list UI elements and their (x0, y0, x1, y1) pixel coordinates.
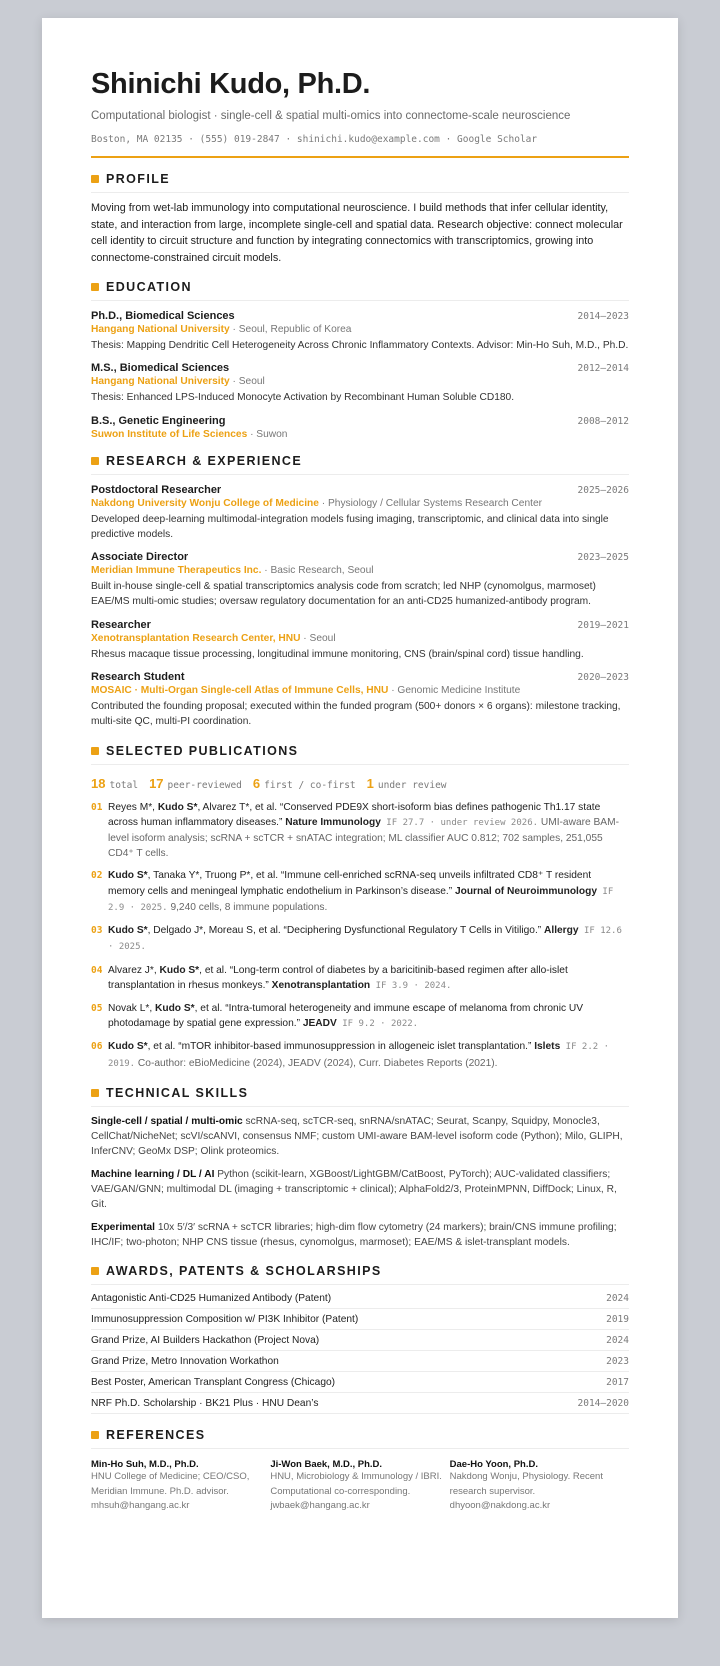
organization-name: Hangang National University (91, 324, 230, 335)
section-square-icon (91, 1089, 99, 1097)
publication-item (91, 800, 629, 862)
section-square-icon (91, 747, 99, 755)
award-name: Best Poster, American Transplant Congress (Chicago) (91, 1377, 336, 1389)
entry-org-line (91, 498, 629, 509)
publication-number: 01 (91, 801, 103, 813)
award-name: Grand Prize, Metro Innovation Workathon (91, 1356, 279, 1368)
reference-name: Dae-Ho Yoon, Ph.D. (449, 1459, 538, 1471)
organization-location: · Basic Research, Seoul (261, 565, 374, 577)
section-title-text: RESEARCH & EXPERIENCE (106, 453, 303, 468)
entry-head (91, 484, 629, 496)
organization-location: · Physiology / Cellular Systems Research Center (318, 497, 543, 509)
section-title-text: PROFILE (106, 172, 170, 186)
profile-text: Moving from wet-lab immunology into computational neuroscience. I build methods that infer cellular identity, state, and interaction from large, incomplete single-cell and spatial data. Research objective: connect molecular cell identity to circuit structure and function by integrating connectomics with transcriptomics, growing into connectome-constrained circuit models. (91, 202, 623, 264)
skill-details: Python (scikit-learn, XGBoost/LightGBM/CatBoost, PyTorch); AUC-validated classifiers; VAE/GAN/GNN; multimodal DL (imaging + transcriptomic + clinical); AlphaFold2/3, ProteinMPNN, DiffDock; Linux, R, Git. (91, 1168, 617, 1211)
award-row (91, 1393, 629, 1414)
organization-name: Hangang National University (91, 376, 230, 388)
self-author: Kudo S* (155, 1002, 195, 1014)
section-title-text: SELECTED PUBLICATIONS (106, 743, 299, 758)
education-list (91, 310, 629, 440)
section-square-icon (91, 175, 99, 183)
publication-citation (108, 963, 629, 994)
section-publications (91, 744, 629, 765)
reference-description: Nakdong Wonju, Physiology. Recent research supervisor. (449, 1471, 603, 1497)
award-row (91, 1330, 629, 1351)
entry-head (91, 671, 629, 683)
entry-title: Researcher (91, 618, 151, 631)
journal-name: Journal of Neuroimmunology (454, 885, 598, 897)
award-year: 2019 (606, 1314, 629, 1326)
experience-entry (91, 484, 629, 543)
entry-org-line (91, 429, 629, 440)
entry-org-line (91, 633, 629, 644)
entry-description: Developed deep-learning multimodal-integration models fusing imaging, transcriptomic, and clinical data into single predictive models. (91, 513, 609, 540)
citation-title: , Delgado J*, Moreau S, et al. “Deciphering Dysfunctional Regulatory T Cells in Vitiligo.” (147, 925, 544, 937)
section-square-icon (91, 457, 99, 465)
entry-title: Postdoctoral Researcher (91, 483, 222, 496)
organization-name: MOSAIC · Multi-Organ Single-cell Atlas of Immune Cells, HNU (91, 685, 389, 697)
stat-under-review: 1 under review (366, 775, 447, 791)
impact-factor: IF 2.2 · 2019. (108, 1042, 610, 1069)
reference-email: dhyoon@nakdong.ac.kr (449, 1500, 551, 1512)
reference-email: jwbaek@hangang.ac.kr (270, 1500, 370, 1512)
award-year: 2017 (606, 1377, 629, 1389)
award-name: NRF Ph.D. Scholarship · BK21 Plus · HNU Dean’s (91, 1398, 319, 1410)
entry-dates: 2008–2012 (577, 415, 629, 427)
impact-factor: IF 9.2 · 2022. (336, 1019, 419, 1030)
section-skills (91, 1086, 629, 1107)
skill-category: Experimental (91, 1221, 155, 1233)
skill-row (91, 1220, 629, 1251)
publication-citation (108, 800, 629, 862)
award-row (91, 1351, 629, 1372)
entry-head (91, 415, 629, 427)
reference-card (270, 1459, 449, 1514)
self-author: Kudo S* (157, 801, 198, 813)
stat-peer-reviewed: 17 peer-reviewed (149, 775, 242, 791)
entry-title: B.S., Genetic Engineering (91, 414, 226, 427)
citation-title: , Alvarez T*, et al. “Conserved PDE9X short-isoform bias defines pathogenic Th1.17 state across human inflammatory diseases.” (108, 801, 601, 828)
award-row (91, 1372, 629, 1393)
entry-dates: 2019–2021 (577, 619, 629, 631)
section-title-text: AWARDS, PATENTS & SCHOLARSHIPS (106, 1264, 382, 1279)
self-author: Kudo S* (108, 925, 148, 937)
journal-name: Islets (534, 1041, 561, 1053)
award-name: Antagonistic Anti-CD25 Humanized Antibody (Patent) (91, 1293, 332, 1305)
publication-number: 06 (91, 1041, 103, 1053)
impact-factor: IF 2.9 · 2025. (108, 886, 614, 913)
citation-title: , et al. “Long-term control of diabetes by a baricitinib-based regimen after allo-islet transplantation in rhesus monkeys.” (108, 964, 568, 991)
impact-factor: IF 12.6 · 2025. (108, 926, 622, 953)
organization-name: Meridian Immune Therapeutics Inc. (91, 565, 262, 577)
stat-first-author: 6 first / co-first (252, 775, 356, 791)
awards-list (91, 1288, 629, 1414)
award-name: Immunosuppression Composition w/ PI3K Inhibitor (Patent) (91, 1314, 359, 1326)
section-square-icon (91, 1267, 99, 1275)
education-entry (91, 310, 629, 353)
reference-card (91, 1459, 270, 1514)
organization-location: · Seoul (300, 632, 336, 644)
resume-name: Shinichi Kudo, Ph.D. (91, 68, 371, 100)
organization-location: · Seoul (229, 376, 265, 388)
resume-page (42, 18, 678, 1618)
citation-title: , Tanaka Y*, Truong P*, et al. “Immune cell-enriched scRNA-seq unveils infiltrated CD8⁺ T resident memory cells and meningeal lymphatic endothelium in Parkinson’s disease.” (108, 870, 592, 897)
self-author: Kudo S* (108, 870, 148, 882)
journal-name: Xenotransplantation (271, 979, 371, 991)
authors-pre: Reyes M*, (108, 801, 158, 813)
organization-name: Xenotransplantation Research Center, HNU (91, 632, 301, 644)
publication-list (91, 800, 629, 1072)
reference-description: HNU, Microbiology & Immunology / IBRI. Computational co-corresponding. (270, 1471, 442, 1497)
journal-name: Nature Immunology (285, 816, 381, 828)
publication-note: Co-author: eBioMedicine (2024), JEADV (2024), Curr. Diabetes Reports (2021). (135, 1057, 498, 1069)
entry-org-line (91, 376, 629, 387)
reference-name: Min-Ho Suh, M.D., Ph.D. (91, 1459, 199, 1471)
header-rule (91, 156, 629, 158)
skill-category: Single-cell / spatial / multi-omic (91, 1115, 243, 1127)
publication-item (91, 923, 629, 955)
journal-name: Allergy (544, 925, 579, 937)
section-experience (91, 454, 629, 475)
entry-dates: 2014–2023 (577, 311, 629, 322)
award-year: 2024 (606, 1293, 629, 1305)
stat-total: 18 total (91, 775, 139, 791)
contact-line: Boston, MA 02135 · (555) 019-2847 · shinichi.kudo@example.com · Google Scholar (91, 134, 538, 145)
entry-org-line (91, 565, 629, 576)
references-list (91, 1459, 629, 1514)
organization-name: Suwon Institute of Life Sciences (91, 428, 248, 440)
tagline: Computational biologist · single-cell & spatial multi-omics into connectome-scale neuroscience (91, 110, 571, 122)
publication-item (91, 963, 629, 994)
award-name: Grand Prize, AI Builders Hackathon (Project Nova) (91, 1335, 320, 1347)
skill-row (91, 1167, 629, 1213)
reference-name: Ji-Won Baek, M.D., Ph.D. (270, 1459, 383, 1471)
organization-name: Nakdong University Wonju College of Medicine (91, 497, 319, 509)
section-title-text: EDUCATION (106, 280, 192, 294)
award-year: 2023 (606, 1356, 629, 1368)
publication-stats (91, 775, 629, 793)
entry-head (91, 310, 629, 322)
entry-head (91, 619, 629, 631)
section-title-text: REFERENCES (106, 1428, 206, 1443)
entry-description: Thesis: Mapping Dendritic Cell Heterogeneity Across Chronic Inflammatory Contexts. Advisor: Min-Ho Suh, M.D., Ph.D. (91, 340, 629, 351)
section-title-text: TECHNICAL SKILLS (106, 1085, 249, 1100)
publication-citation (108, 1039, 629, 1071)
publication-item (91, 1039, 629, 1071)
entry-org-line (91, 685, 629, 696)
section-awards (91, 1264, 629, 1285)
authors-pre: Novak L*, (108, 1002, 155, 1014)
entry-dates: 2023–2025 (577, 552, 629, 564)
experience-entry (91, 551, 629, 610)
organization-location: · Seoul, Republic of Korea (229, 324, 352, 335)
experience-entry (91, 671, 629, 730)
entry-head (91, 551, 629, 563)
authors-pre: Alvarez J*, (108, 964, 160, 976)
publication-item (91, 1001, 629, 1032)
section-education (91, 280, 629, 301)
impact-factor: IF 27.7 · under review 2026. (380, 817, 539, 828)
experience-list (91, 484, 629, 730)
publication-citation (108, 923, 629, 955)
experience-entry (91, 619, 629, 662)
section-square-icon (91, 283, 99, 291)
publication-citation (108, 1001, 629, 1032)
section-square-icon (91, 1431, 99, 1439)
skill-row (91, 1114, 629, 1160)
publication-number: 04 (91, 964, 103, 976)
publication-number: 02 (91, 870, 103, 882)
education-entry (91, 415, 629, 440)
entry-description: Contributed the founding proposal; executed within the funded program (500+ donors × 6 organs): milestone tracking, multi-site QC, multi-PI coordination. (91, 701, 621, 728)
award-year: 2014–2020 (577, 1398, 629, 1410)
award-row (91, 1309, 629, 1330)
journal-name: JEADV (302, 1018, 337, 1030)
reference-card (450, 1459, 629, 1514)
citation-title: , et al. “mTOR inhibitor-based immunosuppression in allogeneic islet transplantation.” (147, 1041, 535, 1053)
skill-category: Machine learning / DL / AI (91, 1168, 215, 1180)
entry-description: Rhesus macaque tissue processing, longitudinal immune monitoring, CNS (brain/spinal cord) tissue handling. (91, 648, 584, 660)
skill-details: 10x 5′/3′ scRNA + scTCR libraries; high-dim flow cytometry (24 markers); brain/CNS immune profiling; IHC/IF; two-photon; NHP CNS tissue (rhesus, cynomolgus, marmoset); EAE/MS & islet-transplant models. (91, 1221, 617, 1248)
publication-number: 05 (91, 1002, 103, 1014)
section-profile (91, 172, 629, 193)
entry-title: Associate Director (91, 551, 189, 564)
publication-note: 9,240 cells, 8 immune populations. (167, 901, 328, 913)
publication-note: UMI-aware BAM-level isoform analysis; scRNA + scTCR + snATAC integration; ML classifier AUC 0.812; 702 samples, 251,055 CD4⁺ T cells. (108, 816, 619, 860)
entry-title: Research Student (91, 671, 185, 684)
award-year: 2024 (606, 1335, 629, 1347)
entry-description: Thesis: Enhanced LPS-Induced Monocyte Activation by Recombinant Human Soluble CD180. (91, 392, 515, 404)
award-row (91, 1288, 629, 1309)
education-entry (91, 362, 629, 405)
entry-head (91, 362, 629, 374)
skills-list (91, 1114, 629, 1250)
entry-dates: 2012–2014 (577, 363, 629, 375)
publication-number: 03 (91, 925, 103, 937)
entry-dates: 2020–2023 (577, 672, 629, 684)
entry-title: Ph.D., Biomedical Sciences (91, 310, 235, 322)
skill-details: scRNA-seq, scTCR-seq, snRNA/snATAC; Seurat, Scanpy, Squidpy, Monocle3, CellChat/NicheNet; scVI/scANVI, consensus NMF; custom UMI-aware BAM-level isoform code (Python); Milo, GLIPH, InferCNV; GeoMx DSP; Olink proteomics. (91, 1115, 623, 1158)
organization-location: · Genomic Medicine Institute (388, 685, 521, 697)
citation-title: , et al. “Intra-tumoral heterogeneity and immune escape of melanoma from chronic UV photodamage by spatial gene expression.” (108, 1002, 584, 1030)
self-author: Kudo S* (159, 964, 200, 976)
entry-description: Built in-house single-cell & spatial transcriptomics analysis code from scratch; led NHP (cynomolgus, marmoset) EAE/MS multi-omic studies; oversaw regulatory documentation for an anti-CD25 humanized-antibody program. (91, 581, 596, 608)
organization-location: · Suwon (247, 428, 288, 440)
section-references (91, 1428, 629, 1449)
publication-item (91, 868, 629, 916)
reference-email: mhsuh@hangang.ac.kr (91, 1500, 190, 1512)
publication-citation (108, 868, 629, 916)
entry-dates: 2025–2026 (577, 484, 629, 496)
reference-description: HNU College of Medicine; CEO/CSO, Meridian Immune. Ph.D. advisor. (91, 1471, 250, 1497)
entry-org-line (91, 324, 629, 335)
impact-factor: IF 3.9 · 2024. (370, 980, 452, 991)
self-author: Kudo S* (108, 1041, 148, 1053)
entry-title: M.S., Biomedical Sciences (91, 362, 230, 375)
